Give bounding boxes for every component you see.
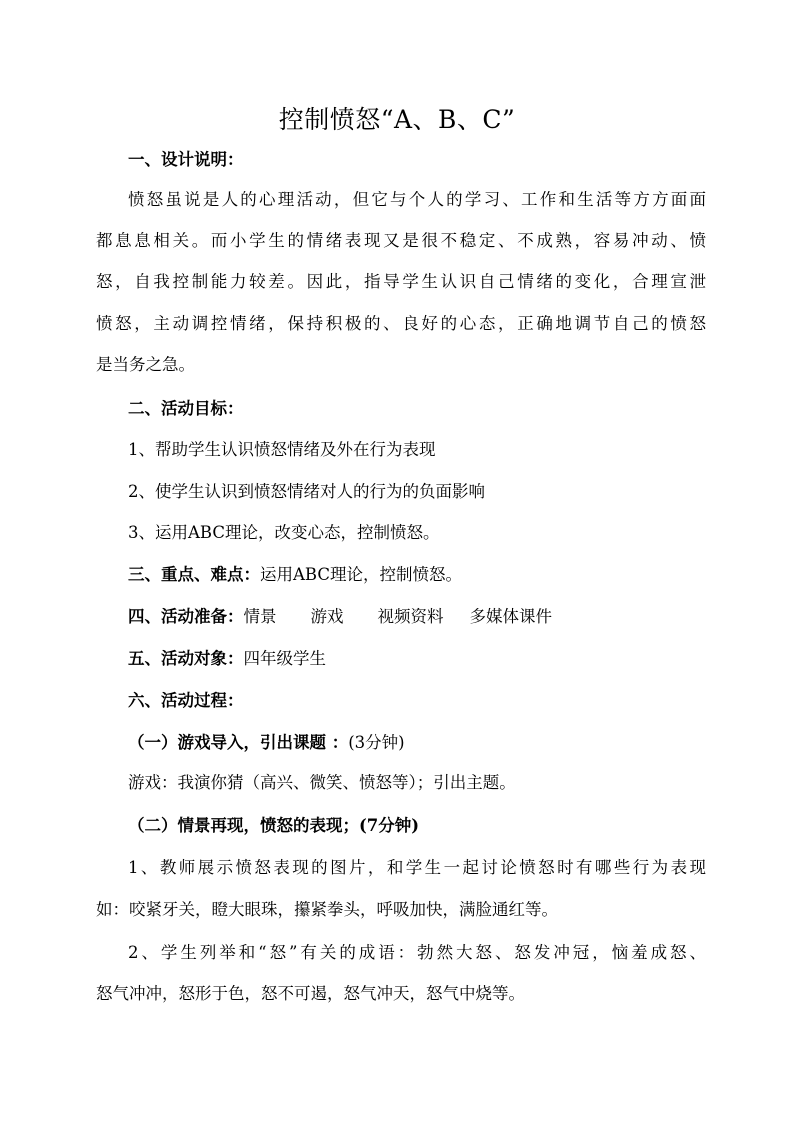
paragraph-line: 愤怒，主动调控情绪，保持积极的、良好的心态，正确地调节自己的愤怒 [96, 314, 706, 333]
step-one-heading-line [128, 731, 738, 755]
section-heading-design-notes: 一、设计说明： [128, 150, 244, 169]
section-heading-preparation: 四、活动准备： [128, 607, 244, 626]
audience-text: 四年级学生 [243, 649, 326, 668]
paragraph-line: 都息息相关。而小学生的情绪表现又是很不稳定、不成熟，容易冲动、愤 [96, 231, 706, 250]
section-heading-audience: 五、活动对象： [128, 649, 244, 668]
section-heading-objectives: 二、活动目标： [128, 399, 244, 418]
section-key-points [128, 563, 738, 587]
section-audience [128, 647, 738, 671]
step-one-text: 游戏：我演你猜（高兴、微笑、愤怒等）；引出主题。 [128, 773, 516, 792]
paragraph-line: 1、教师展示愤怒表现的图片，和学生一起讨论愤怒时有哪些行为表现 [128, 858, 706, 877]
section-heading-key-points: 三、重点、难点： [128, 565, 260, 584]
objective-item: 1、帮助学生认识愤怒情绪及外在行为表现 [128, 440, 436, 459]
step-two-heading: （二）情景再现，愤怒的表现；(7分钟) [128, 816, 420, 835]
paragraph-line: 愤怒虽说是人的心理活动，但它与个人的学习、工作和生活等方方面面 [128, 190, 706, 209]
paragraph-line: 如：咬紧牙关，瞪大眼珠，攥紧拳头，呼吸加快，满脸通红等。 [96, 900, 558, 919]
paragraph-line: 是当务之急。 [96, 355, 195, 374]
step-one-heading: （一）游戏导入，引出课题 ： [128, 733, 349, 752]
preparation-item: 视频资料 [377, 607, 444, 626]
paragraph-line: 2、学生列举和“怒”有关的成语：勃然大怒、怒发冲冠，恼羞成怒、 [128, 943, 706, 962]
section-heading-process: 六、活动过程： [128, 691, 244, 710]
preparation-item: 游戏 [310, 607, 344, 626]
objective-item: 3、运用ABC理论，改变心态，控制愤怒。 [128, 523, 440, 542]
document-title: 控制愤怒“A、B、C” [278, 105, 516, 134]
preparation-item: 情景 [243, 607, 277, 626]
key-points-text: 运用ABC理论，控制愤怒。 [260, 565, 462, 584]
section-preparation [128, 605, 738, 629]
paragraph-line: 怒气冲冲，怒形于色，怒不可遏，怒气冲天，怒气中烧等。 [96, 984, 525, 1003]
paragraph-line: 怒，自我控制能力较差。因此，指导学生认识自己情绪的变化，合理宣泄 [96, 272, 706, 291]
preparation-item: 多媒体课件 [469, 607, 552, 626]
objective-item: 2、使学生认识到愤怒情绪对人的行为的负面影响 [128, 482, 485, 501]
step-one-time: (3分钟) [348, 733, 405, 752]
